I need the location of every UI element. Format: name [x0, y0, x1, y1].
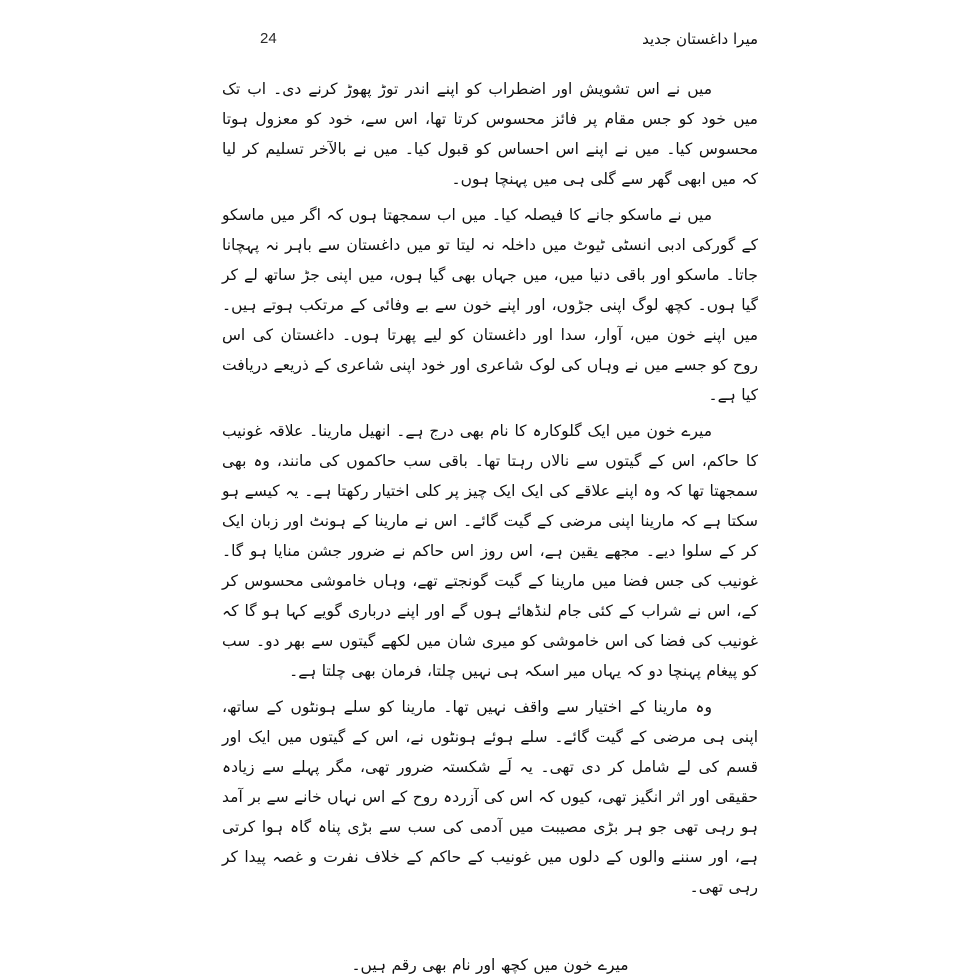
- paragraph: میں نے اس تشویش اور اضطراب کو اپنے اندر توڑ پھوڑ کرنے دی۔ اب تک میں خود کو جس مقام پر فائز محسوس کرتا تھا، اس سے، خود کو معزول ہوتا محسوس کیا۔ میں نے اپنے اس احساس کو قبول کیا۔ میں نے بالآخر تسلیم کر لیا کہ میں ابھی گھر سے گلی ہی میں پہنچا ہوں۔: [222, 80, 758, 188]
- book-title: میرا داغستان جدید: [642, 30, 758, 48]
- paragraph: میں نے ماسکو جانے کا فیصلہ کیا۔ میں اب سمجھتا ہوں کہ اگر میں ماسکو کے گورکی ادبی انسٹی ٹیوٹ میں داخلہ نہ لیتا تو میں داغستان سے باہر نہ پہچانا جاتا۔ ماسکو اور باقی دنیا میں، میں جہاں بھی گیا ہوں، میں اپنی جڑ ساتھ لے کر گیا ہوں۔ کچھ لوگ اپنی جڑوں، اور اپنے خون سے بے وفائی کے مرتکب ہوتے ہیں۔ میں اپنے خون میں، آوار، سدا اور داغستان کو لیے پھرتا ہوں۔ داغستان کی اس روح کو جسے میں نے وہاں کی لوک شاعری اور خود اپنی شاعری کے ذریعے دریافت کیا ہے۔: [222, 206, 758, 404]
- running-header: [222, 28, 758, 62]
- body-text-block: [222, 74, 758, 980]
- closing-paragraph: میرے خون میں کچھ اور نام بھی رقم ہیں۔: [351, 956, 629, 974]
- paragraph: وہ مارینا کے اختیار سے واقف نہیں تھا۔ مارینا کو سلے ہونٹوں کے ساتھ، اپنی ہی مرضی کے گیت گائے۔ سلے ہوئے ہونٹوں نے، اس کے گیتوں میں ایک اور قسم کی لے شامل کر دی تھی۔ یہ لَے شکستہ ضرور تھی، مگر پہلے سے زیادہ حقیقی اور اثر انگیز تھی، کیوں کہ اس کی آزردہ روح کے اس نہاں خانے سے بر آمد ہو رہی تھی جو ہر بڑی مصیبت میں آدمی کی سب سے بڑی پناہ گاہ ہوا کرتی ہے، اور سننے والوں کے دلوں میں غونیب کے حاکم کے خلاف نفرت و غصہ پیدا کر رہی تھی۔: [222, 698, 758, 896]
- page-number: 24: [260, 30, 277, 47]
- paragraph: میرے خون میں ایک گلوکارہ کا نام بھی درج ہے۔ انھیل مارینا۔ علاقہ غونیب کا حاکم، اس کے گیتوں سے نالاں رہتا تھا۔ باقی سب حاکموں کی مانند، وہ بھی سمجھتا تھا کہ وہ اپنے علاقے کی ایک ایک چیز پر کلی اختیار رکھتا ہے۔ یہ کیسے ہو سکتا ہے کہ مارینا اپنی مرضی کے گیت گائے۔ اس نے مارینا کے ہونٹ اور زبان ایک کر کے سلوا دیے۔ مجھے یقین ہے، اس روز اس حاکم نے ضرور جشن منایا ہو گا۔ غونیب کی جس فضا میں مارینا کے گیت گونجتے تھے، وہاں خاموشی محسوس کر کے، اس نے شراب کے کئی جام لنڈھائے ہوں گے اور اپنے درباری گویے کہا ہو گا کہ غونیب کی فضا کی اس خاموشی کو میری شان میں لکھے گیتوں سے بھر دو۔ سب کو پیغام پہنچا دو کہ یہاں میر اسکہ ہی نہیں چلتا، فرمان بھی چلتا ہے۔: [222, 422, 758, 680]
